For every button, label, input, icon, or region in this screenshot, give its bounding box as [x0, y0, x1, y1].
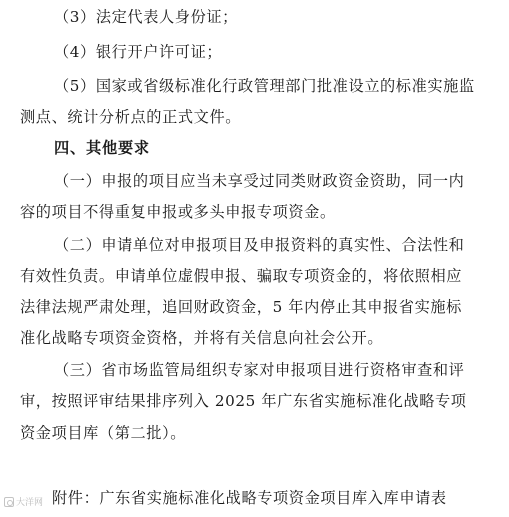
requirement-2-line1: （二）申请单位对申报项目及申报资料的真实性、合法性和: [54, 236, 465, 254]
requirement-3-line2: 审，按照评审结果排序列入 2025 年广东省实施标准化战略专项: [20, 392, 467, 410]
list-item-official-file-line2: 测点、统计分析点的正式文件。: [20, 108, 242, 126]
requirement-3-line1: （三）省市场监管局组织专家对申报项目进行资格审查和评: [54, 361, 465, 379]
list-item-official-file-line1: （5）国家或省级标准化行政管理部门批准设立的标准实施监: [54, 77, 475, 95]
requirement-1-line2: 容的项目不得重复申报或多头申报专项资金。: [20, 203, 336, 221]
requirement-2-line4: 准化战略专项资金资格，并将有关信息向社会公开。: [20, 329, 384, 347]
watermark-text: 大洋网: [16, 498, 44, 508]
watermark: [4, 495, 43, 508]
camera-logo-icon: [4, 497, 14, 507]
requirement-3-line3: 资金项目库（第二批）。: [20, 424, 187, 442]
section-heading: 四、其他要求: [54, 139, 150, 157]
list-item-legal-rep-id: （3）法定代表人身份证；: [54, 8, 238, 26]
requirement-1-line1: （一）申报的项目应当未享受过同类财政资金资助，同一内: [54, 172, 465, 190]
list-item-bank-license: （4）银行开户许可证；: [54, 43, 223, 61]
requirement-2-line3: 法律法规严肃处理，追回财政资金，5 年内停止其申报省实施标: [20, 298, 462, 316]
attachment-line: 附件：广东省实施标准化战略专项资金项目库入库申请表: [52, 489, 447, 507]
requirement-2-line2: 有效性负责。申请单位虚假申报、骗取专项资金的，将依照相应: [20, 267, 463, 285]
